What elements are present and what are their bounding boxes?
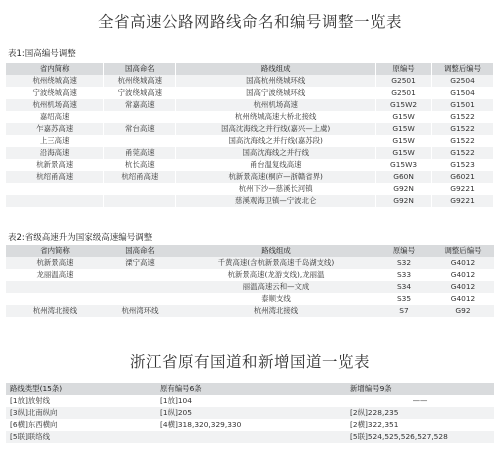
table-cell: G9221 (432, 195, 494, 207)
table-cell: 宁波绕城高速 (6, 87, 104, 99)
table-cell: [5联]524,525,526,527,528 (346, 431, 494, 443)
table-cell: 杭州绕城高速大桥北接线 (176, 111, 376, 123)
table-cell: 千黄高速(含杭新景高速千岛湖支线) (176, 257, 376, 269)
table-national-roads (6, 383, 494, 443)
column-header: 调整后编号 (432, 63, 494, 75)
table-cell: 乍嘉苏高速 (6, 123, 104, 135)
table-cell: G15W (376, 123, 432, 135)
table-cell: 慈溪观海卫镇—宁波北仑 (176, 195, 376, 207)
table-cell: 杭州湾北接线 (176, 305, 376, 317)
column-header: 国高命名 (104, 245, 176, 257)
table-cell: S33 (376, 269, 432, 281)
table-cell: G1523 (432, 159, 494, 171)
table-cell: 杭新景高速 (6, 257, 104, 269)
table-cell: G4012 (432, 293, 494, 305)
table-cell (104, 183, 176, 195)
table1-caption: 表1:国高编号调整 (8, 49, 76, 59)
table-cell: G60N (376, 171, 432, 183)
table-cell (6, 195, 104, 207)
table-cell: [2纵]228,235 (346, 407, 494, 419)
column-header: 省内简称 (6, 245, 104, 257)
table-cell: G1522 (432, 135, 494, 147)
column-header: 原有编号6条 (156, 383, 346, 395)
table-cell: 宁波绕城高速 (104, 87, 176, 99)
table-cell (104, 281, 176, 293)
table-header-row (6, 63, 494, 75)
table-cell: G2501 (376, 75, 432, 87)
table-cell: 嘉绍高速 (6, 111, 104, 123)
table-cell (6, 183, 104, 195)
table-cell: G9221 (432, 183, 494, 195)
table-cell (104, 135, 176, 147)
table-cell (156, 431, 346, 443)
table-cell: 杭州绕城高速 (104, 75, 176, 87)
table-header-row (6, 245, 494, 257)
table-row (6, 147, 494, 159)
table-cell: 杭州机场高速 (6, 99, 104, 111)
table-cell: G2501 (376, 87, 432, 99)
table-cell: G92N (376, 183, 432, 195)
column-header: 新增编号9条 (346, 383, 494, 395)
table-cell: G1522 (432, 123, 494, 135)
table-cell: 杭州绕城高速 (6, 75, 104, 87)
table-row (6, 111, 494, 123)
table-cell: —— (346, 395, 494, 407)
table-row (6, 75, 494, 87)
table-row (6, 293, 494, 305)
table-cell: G92N (376, 195, 432, 207)
page-title: 全省高速公路网路线命名和编号调整一览表 (97, 13, 402, 31)
table-cell: 杭绍甬高速 (6, 171, 104, 183)
table-cell: 溧宁高速 (104, 257, 176, 269)
column-header: 路线组成 (176, 245, 376, 257)
table-row (6, 183, 494, 195)
table-cell: S34 (376, 281, 432, 293)
table-cell: S35 (376, 293, 432, 305)
table-provincial-upgrade (6, 245, 494, 317)
table-row (6, 195, 494, 207)
table-cell: [2横]322,351 (346, 419, 494, 431)
column-header: 原编号 (376, 63, 432, 75)
table-cell: G92 (432, 305, 494, 317)
table-cell: G15W (376, 135, 432, 147)
table-row (6, 431, 494, 443)
section-title: 浙江省原有国道和新增国道一览表 (129, 353, 370, 371)
table-cell: 杭州湾北接线 (6, 305, 104, 317)
table-cell: 常嘉高速 (104, 99, 176, 111)
table-cell: 上三高速 (6, 135, 104, 147)
table2-caption: 表2:省级高速升为国家级高速编号调整 (8, 233, 153, 243)
table-cell: [6横]东西横向 (6, 419, 156, 431)
table-row (6, 123, 494, 135)
table-cell: 杭绍甬高速 (104, 171, 176, 183)
column-header: 路线类型(15条) (6, 383, 156, 395)
table-cell (6, 293, 104, 305)
table-row (6, 281, 494, 293)
table-row (6, 257, 494, 269)
column-header: 路线组成 (176, 63, 376, 75)
table-cell: [1纵]205 (156, 407, 346, 419)
table-cell: S7 (376, 305, 432, 317)
table-cell (104, 195, 176, 207)
table-cell: 杭州下沙—慈溪长河镇 (176, 183, 376, 195)
table-cell (104, 111, 176, 123)
table-cell: 国高沈海线之并行线(嘉兴—上虞) (176, 123, 376, 135)
table-cell: G4012 (432, 257, 494, 269)
table-cell: 常台高速 (104, 123, 176, 135)
table-cell: G6021 (432, 171, 494, 183)
table-cell (104, 293, 176, 305)
table-cell: G15W (376, 147, 432, 159)
column-header: 国高命名 (104, 63, 176, 75)
table-row (6, 407, 494, 419)
table-cell: 国高宁波绕城环线 (176, 87, 376, 99)
table-national-highway-renumbering (6, 63, 494, 207)
table-cell (6, 281, 104, 293)
table-cell: [3纵]北南纵向 (6, 407, 156, 419)
table-cell: G1501 (432, 99, 494, 111)
table-cell: 杭新景高速(龙游支线),龙丽温 (176, 269, 376, 281)
table-row (6, 99, 494, 111)
table-cell: [4横]318,320,329,330 (156, 419, 346, 431)
table-cell: G2504 (432, 75, 494, 87)
table-cell: 沿海高速 (6, 147, 104, 159)
table-cell: G1522 (432, 111, 494, 123)
column-header: 省内简称 (6, 63, 104, 75)
table-cell: [1放]104 (156, 395, 346, 407)
column-header: 原编号 (376, 245, 432, 257)
table-row (6, 419, 494, 431)
table-cell: 国高沈海线之并行线(嘉苏段) (176, 135, 376, 147)
table-cell: G1522 (432, 147, 494, 159)
table-cell: 丽温高速云和—文成 (176, 281, 376, 293)
table-cell: 杭州湾环线 (104, 305, 176, 317)
table-cell: 杭长高速 (104, 159, 176, 171)
table-cell: 国高沈海线之并行线 (176, 147, 376, 159)
table-cell: G1504 (432, 87, 494, 99)
table-cell: [1放]放射线 (6, 395, 156, 407)
table-row (6, 135, 494, 147)
table-cell: G4012 (432, 269, 494, 281)
table-header-row (6, 383, 494, 395)
table-cell: 杭州机场高速 (176, 99, 376, 111)
table-cell: 甬莞高速 (104, 147, 176, 159)
table-cell: S32 (376, 257, 432, 269)
table-row (6, 159, 494, 171)
table-cell (104, 269, 176, 281)
table-row (6, 87, 494, 99)
table-row (6, 171, 494, 183)
table-row (6, 395, 494, 407)
column-header: 调整后编号 (432, 245, 494, 257)
table-cell: 泰顺支线 (176, 293, 376, 305)
table-cell: G15W2 (376, 99, 432, 111)
table-cell: 甬台温复线高速 (176, 159, 376, 171)
table-cell: 杭新景高速 (6, 159, 104, 171)
table-cell: 龙丽温高速 (6, 269, 104, 281)
table-cell: G15W (376, 111, 432, 123)
table-row (6, 269, 494, 281)
table-cell: G15W3 (376, 159, 432, 171)
table-cell: 国高杭州绕城环线 (176, 75, 376, 87)
table-cell: G4012 (432, 281, 494, 293)
table-cell: 杭新景高速(桐庐—浙赣省界) (176, 171, 376, 183)
table-cell: [5联]联络线 (6, 431, 156, 443)
table-row (6, 305, 494, 317)
